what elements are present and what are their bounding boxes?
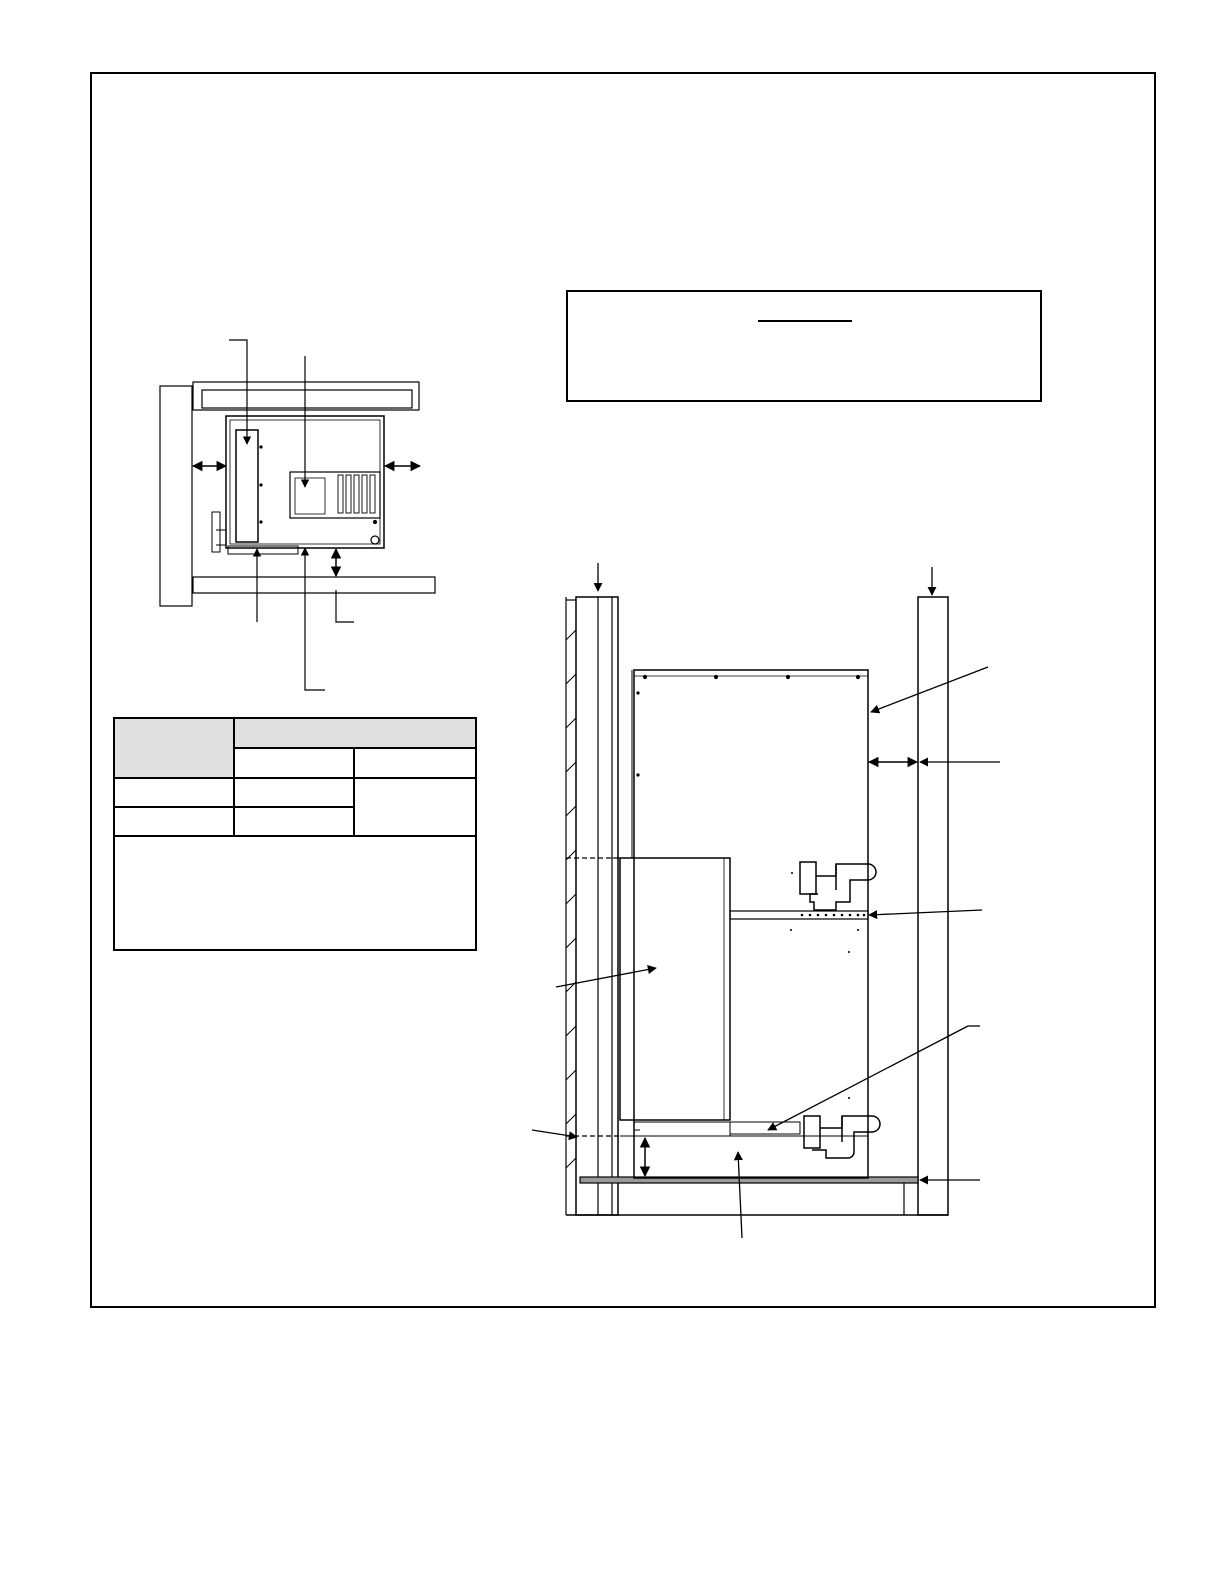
top-view-left-wall [160,386,192,606]
elevation-unit-cabinet [634,670,868,1178]
elevation-return-plenum [620,858,730,1120]
elevation-upper-pipe-fittings [800,862,876,910]
top-view-top-wall [193,382,419,410]
top-view-diagram [160,340,435,690]
side-elevation-diagram [532,563,1000,1238]
top-view-bottom-wall [193,577,435,593]
elevation-divider-rail [730,911,868,919]
elevation-right-wall [918,597,948,1215]
top-view-control-box [290,472,380,518]
top-view-coil [236,430,258,542]
